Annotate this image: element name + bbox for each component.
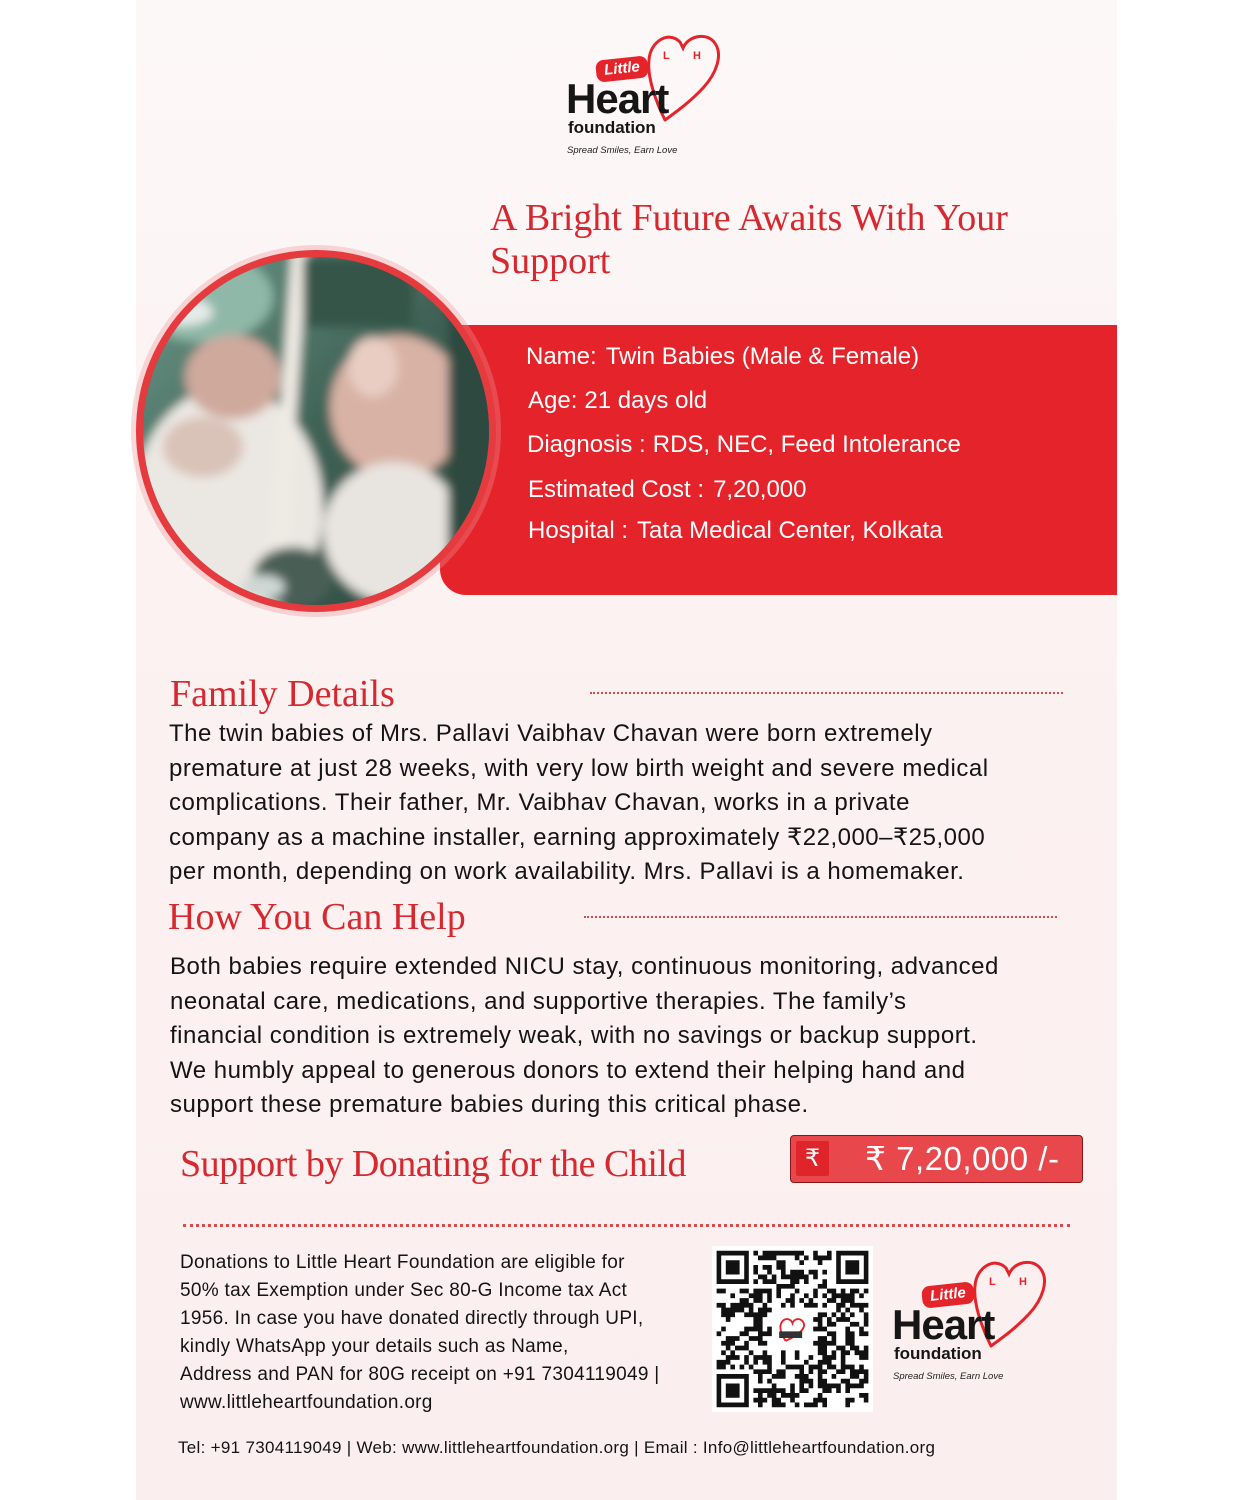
- family-details-heading: Family Details: [170, 673, 395, 715]
- help-text: [170, 950, 999, 1123]
- help-line: financial condition is extremely weak, with no savings or backup support.: [170, 1022, 978, 1049]
- logo-initial-h: H: [693, 50, 701, 62]
- patient-name-value: Twin Babies (Male & Female): [605, 343, 920, 370]
- patient-age-value: 21 days old: [584, 387, 708, 414]
- footer-contact: Tel: +91 7304119049 | Web: www.littleheartfoundation.org | Email : Info@littleheartfoundation.org: [178, 1438, 936, 1457]
- patient-age-label: Age:: [528, 387, 578, 414]
- help-divider: [584, 916, 1057, 918]
- help-line: Both babies require extended NICU stay, continuous monitoring, advanced: [170, 953, 999, 980]
- patient-cost-row: [528, 468, 806, 512]
- family-details-line: per month, depending on work availability. Mrs. Pallavi is a homemaker.: [169, 858, 965, 885]
- logo-initial-h: H: [1019, 1276, 1027, 1288]
- tax-note-line: 1956. In case you have donated directly through UPI,: [180, 1308, 644, 1329]
- family-details-line: premature at just 28 weeks, with very low birth weight and severe medical: [169, 754, 989, 782]
- family-details-line: company as a machine installer, earning approximately ₹22,000–₹25,000: [169, 823, 986, 851]
- family-details-line: complications. Their father, Mr. Vaibhav Chavan, works in a private: [169, 789, 910, 816]
- patient-hospital-row: [528, 509, 943, 553]
- patient-name-row: [526, 335, 919, 379]
- logo-tagline: Spread Smiles, Earn Love: [567, 145, 678, 156]
- tax-exemption-note: [180, 1249, 660, 1417]
- patient-cost-label: Estimated Cost :: [528, 476, 705, 503]
- rupee-icon: ₹: [796, 1141, 829, 1176]
- patient-info-banner: [440, 325, 1117, 595]
- logo-initial-l: L: [989, 1276, 996, 1288]
- logo-badge: Little: [921, 1281, 975, 1308]
- logo-name: Heart: [566, 75, 669, 122]
- logo-subtitle: foundation: [894, 1344, 982, 1363]
- babies-photo-image: [143, 257, 489, 605]
- tax-note-line: Donations to Little Heart Foundation are eligible for: [180, 1252, 625, 1273]
- family-details-divider: [590, 692, 1063, 694]
- tax-note-line: www.littleheartfoundation.org: [180, 1392, 433, 1413]
- babies-photo: [136, 250, 496, 612]
- family-details-line: The twin babies of Mrs. Pallavi Vaibhav Chavan were born extremely: [169, 720, 933, 747]
- help-heading: How You Can Help: [168, 896, 466, 938]
- bottom-divider: [183, 1224, 1070, 1227]
- donation-amount-box: [790, 1135, 1083, 1183]
- patient-diagnosis-value: RDS, NEC, Feed Intolerance: [652, 431, 961, 458]
- patient-cost-value: 7,20,000: [713, 476, 807, 503]
- donate-heading: Support by Donating for the Child: [180, 1143, 686, 1185]
- patient-diagnosis-row: [527, 423, 961, 467]
- tax-note-line: kindly WhatsApp your details such as Name,: [180, 1336, 569, 1357]
- help-line: We humbly appeal to generous donors to extend their helping hand and: [170, 1056, 966, 1084]
- patient-diagnosis-label: Diagnosis :: [527, 431, 646, 458]
- patient-hospital-value: Tata Medical Center, Kolkata: [637, 517, 943, 544]
- tax-note-line: Address and PAN for 80G receipt on +91 7304119049 |: [180, 1364, 660, 1385]
- help-line: neonatal care, medications, and supportive therapies. The family’s: [170, 987, 907, 1015]
- logo-name: Heart: [892, 1301, 995, 1348]
- logo-bottom: [888, 1254, 1058, 1389]
- patient-hospital-label: Hospital :: [528, 517, 629, 544]
- tax-note-line: 50% tax Exemption under Sec 80-G Income tax Act: [180, 1280, 628, 1301]
- qr-code: [712, 1246, 873, 1412]
- family-details-text: [169, 717, 989, 890]
- donation-amount: ₹ 7,20,000 /-: [865, 1140, 1060, 1177]
- help-line: support these premature babies during this critical phase.: [170, 1091, 809, 1118]
- logo-subtitle: foundation: [568, 118, 656, 137]
- patient-age-row: [528, 379, 707, 423]
- logo-badge: Little: [595, 55, 649, 82]
- logo-initial-l: L: [663, 50, 670, 62]
- page-title: A Bright Future Awaits With Your Support: [490, 197, 1008, 282]
- logo-top: [562, 28, 732, 163]
- logo-tagline: Spread Smiles, Earn Love: [893, 1371, 1004, 1382]
- patient-name-label: Name:: [526, 343, 597, 370]
